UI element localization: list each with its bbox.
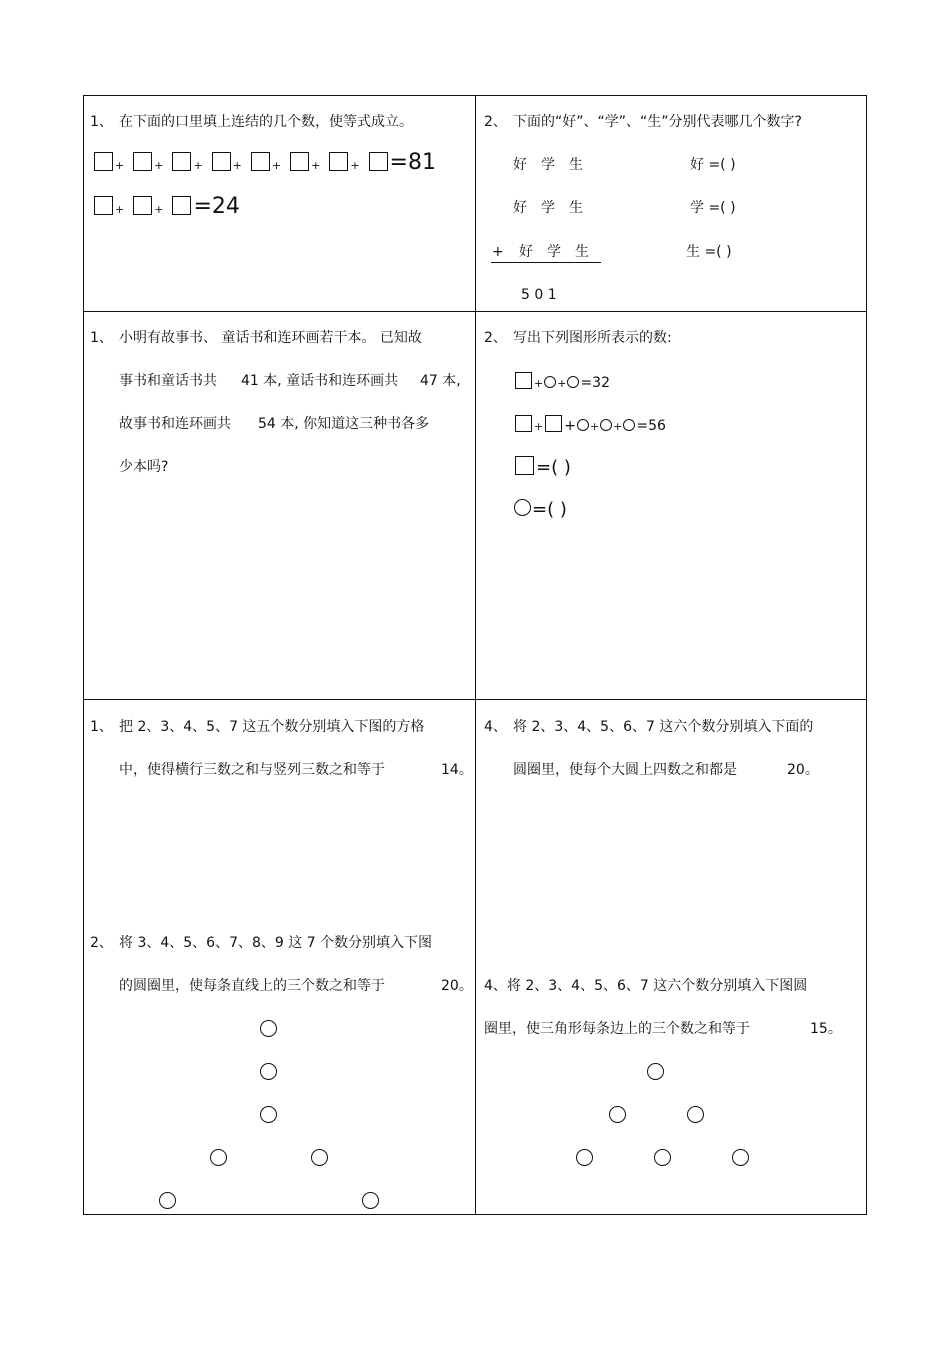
q1-result-2: =24 bbox=[193, 194, 240, 219]
q5-line-1: 把 2、3、4、5、7 这五个数分别填入下图的方格 bbox=[119, 719, 425, 735]
figure-circle[interactable] bbox=[687, 1106, 704, 1123]
blank-box[interactable] bbox=[94, 196, 113, 215]
figure-circle[interactable] bbox=[732, 1149, 749, 1166]
q2-addend-1: 好 学 生 bbox=[513, 157, 583, 173]
blank-box[interactable] bbox=[329, 152, 348, 171]
figure-circle[interactable] bbox=[260, 1106, 277, 1123]
circle-symbol bbox=[544, 376, 556, 388]
q3-line-1: 小明有故事书、 童话书和连环画若干本。 已知故 bbox=[119, 330, 422, 346]
q1-equation-1: + + + + + + + =81 bbox=[92, 151, 436, 178]
figure-circle[interactable] bbox=[311, 1149, 328, 1166]
q3-line-3b: 54 本, 你知道这三种书各多 bbox=[258, 416, 430, 432]
q2-number: 2、 bbox=[484, 114, 507, 130]
q3-line-2c: 47 本, bbox=[420, 373, 461, 389]
figure-circle[interactable] bbox=[210, 1149, 227, 1166]
circle-symbol bbox=[514, 499, 531, 516]
q2-answer-xue[interactable]: 学 =( ) bbox=[690, 200, 736, 216]
blank-box[interactable] bbox=[172, 152, 191, 171]
blank-box[interactable] bbox=[369, 152, 388, 171]
q2-addend-2: 好 学 生 bbox=[513, 200, 583, 216]
q3-line-4: 少本吗? bbox=[119, 459, 169, 475]
box-symbol bbox=[515, 372, 532, 389]
box-symbol bbox=[515, 456, 534, 475]
figure-circle[interactable] bbox=[609, 1106, 626, 1123]
q7-line-2: 的圆圈里，使每条直线上的三个数之和等于 bbox=[119, 978, 385, 994]
figure-circle[interactable] bbox=[647, 1063, 664, 1080]
circle-symbol bbox=[623, 419, 635, 431]
blank-box[interactable] bbox=[212, 152, 231, 171]
figure-circle[interactable] bbox=[576, 1149, 593, 1166]
q5-target-value: 14。 bbox=[441, 762, 473, 778]
q4-equation-1: + + =32 bbox=[513, 372, 610, 392]
q2-sum: 5 0 1 bbox=[521, 287, 557, 303]
circle-symbol bbox=[600, 419, 612, 431]
blank-box[interactable] bbox=[172, 196, 191, 215]
figure-circle[interactable] bbox=[654, 1149, 671, 1166]
blank-box[interactable] bbox=[133, 152, 152, 171]
q6-line-2: 圆圈里，使每个大圆上四数之和都是 bbox=[513, 762, 737, 778]
q3-line-2b: 41 本, 童话书和连环画共 bbox=[241, 373, 399, 389]
q4-number: 2、 bbox=[484, 330, 507, 346]
q4-text: 写出下列图形所表示的数: bbox=[513, 330, 672, 346]
q1-text: 在下面的口里填上连结的几个数，使等式成立。 bbox=[119, 114, 413, 130]
q4-answer-circle[interactable]: =( ) bbox=[513, 499, 567, 520]
q5-line-2: 中，使得横行三数之和与竖列三数之和等于 bbox=[119, 762, 385, 778]
figure-circle[interactable] bbox=[260, 1020, 277, 1037]
q5-number: 1、 bbox=[90, 719, 113, 735]
blank-box[interactable] bbox=[290, 152, 309, 171]
q6-target-value: 20。 bbox=[787, 762, 819, 778]
q2-text: 下面的“好”、“学”、“生”分别代表哪几个数字? bbox=[513, 114, 802, 130]
q8-target-value: 15。 bbox=[810, 1021, 842, 1037]
circle-symbol bbox=[567, 376, 579, 388]
figure-circle[interactable] bbox=[260, 1063, 277, 1080]
q8-line-2: 圈里，使三角形每条边上的三个数之和等于 bbox=[484, 1021, 750, 1037]
blank-box[interactable] bbox=[133, 196, 152, 215]
figure-circle[interactable] bbox=[159, 1192, 176, 1209]
q7-number: 2、 bbox=[90, 935, 113, 951]
q4-answer-box[interactable]: =( ) bbox=[513, 456, 571, 478]
q2-addend-3: 好 学 生 bbox=[519, 244, 589, 260]
q6-line-1: 将 2、3、4、5、6、7 这六个数分别填入下面的 bbox=[513, 719, 814, 735]
q2-answer-hao[interactable]: 好 =( ) bbox=[690, 157, 736, 173]
box-symbol bbox=[515, 415, 532, 432]
q3-number: 1、 bbox=[90, 330, 113, 346]
blank-box[interactable] bbox=[251, 152, 270, 171]
q2-plus-sign: + bbox=[492, 244, 504, 260]
q2-sum-line bbox=[491, 262, 601, 263]
column-divider bbox=[475, 96, 476, 1214]
box-symbol bbox=[545, 415, 562, 432]
q6-number: 4、 bbox=[484, 719, 507, 735]
q1-number: 1、 bbox=[90, 114, 113, 130]
q4-equation-2: + + + + =56 bbox=[513, 415, 666, 435]
worksheet-grid bbox=[83, 95, 867, 1215]
figure-circle[interactable] bbox=[362, 1192, 379, 1209]
q3-line-2a: 事书和童话书共 bbox=[119, 373, 217, 389]
q7-line-1: 将 3、4、5、6、7、8、9 这 7 个数分别填入下图 bbox=[119, 935, 433, 951]
q7-target-value: 20。 bbox=[441, 978, 473, 994]
blank-box[interactable] bbox=[94, 152, 113, 171]
circle-symbol bbox=[577, 419, 589, 431]
q1-equation-2: + + =24 bbox=[92, 195, 240, 222]
q1-result-1: =81 bbox=[389, 150, 436, 175]
q3-line-3a: 故事书和连环画共 bbox=[119, 416, 231, 432]
q8-line-1: 4、将 2、3、4、5、6、7 这六个数分别填入下图圆 bbox=[484, 978, 808, 994]
q2-answer-sheng[interactable]: 生 =( ) bbox=[686, 244, 732, 260]
